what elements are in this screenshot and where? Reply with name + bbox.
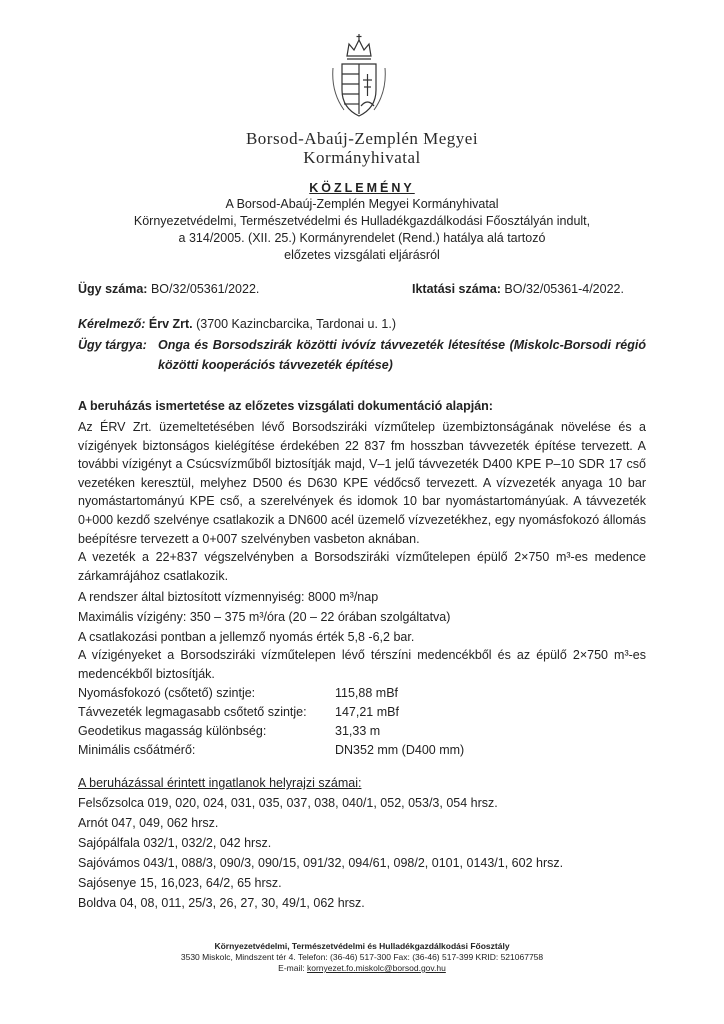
- spec-value: DN352 mm (D400 mm): [335, 743, 465, 757]
- registration-number-value: BO/32/05361-4/2022.: [500, 282, 624, 296]
- subject-line1: Onga és Borsodszirák közötti ivóvíz távvezeték létesítése (Miskolc-Borsodi régió: [158, 338, 646, 352]
- org-name-line1: Borsod-Abaúj-Zemplén Megyei: [245, 129, 479, 148]
- registration-number: [412, 281, 624, 298]
- case-number-value: BO/32/05361/2022.: [147, 282, 260, 296]
- footer-email-link[interactable]: kornyezet.fo.miskolc@borsod.gov.hu: [306, 963, 446, 973]
- parcel-item: Felsőzsolca 019, 020, 024, 031, 035, 037, 038, 040/1, 052, 053/3, 054 hrsz.: [78, 796, 498, 810]
- parcel-item: Sajósenye 15, 16,023, 64/2, 65 hrsz.: [78, 876, 282, 890]
- applicant: [78, 316, 396, 333]
- parcel-item: Arnót 047, 049, 062 hrsz.: [78, 816, 219, 830]
- subject: [78, 337, 646, 354]
- max-demand-line: Maximális vízigény: 350 – 375 m³/óra (20 – 22 órában szolgáltatva): [78, 610, 451, 624]
- spec-label: Távvezeték legmagasabb csőtető szintje:: [78, 705, 307, 719]
- case-number-label: Ügy száma:: [78, 282, 148, 296]
- registration-number-label: Iktatási száma:: [412, 282, 501, 296]
- parcel-item: Sajóvámos 043/1, 088/3, 090/3, 090/15, 091/32, 094/61, 098/2, 0101, 0143/1, 602 hrsz.: [78, 856, 564, 870]
- org-name-line2: Kormányhivatal: [303, 148, 421, 167]
- announcement-title: KÖZLEMÉNY: [309, 181, 415, 195]
- subject-line2: közötti kooperációs távvezeték építése): [158, 358, 393, 372]
- applicant-label: Kérelmező:: [78, 317, 146, 331]
- footer-contact: 3530 Miskolc, Mindszent tér 4. Telefon: (36-46) 517-300 Fax: (36-46) 517-399 KRID: 521067758: [180, 952, 544, 962]
- announcement-line: A Borsod-Abaúj-Zemplén Megyei Kormányhivatal: [225, 197, 499, 211]
- parcel-item: Sajópálfala 032/1, 032/2, 042 hrsz.: [78, 836, 272, 850]
- footer-email-line: [0, 963, 724, 974]
- coat-of-arms-icon: [330, 34, 388, 120]
- case-number: [78, 281, 259, 298]
- spec-value: 147,21 mBf: [335, 705, 399, 719]
- footer-department: Környezetvédelmi, Természetvédelmi és Hulladékgazdálkodási Főosztály: [214, 941, 510, 951]
- parcels-heading: A beruházással érintett ingatlanok helyrajzi számai:: [78, 776, 362, 790]
- description-paragraph: Az ÉRV Zrt. üzemeltetésében lévő Borsodsziráki vízműtelep üzembiztonságának növelése és a vízigények biztonságos kielégítése érdekében 22 837 fm hosszban távvezeték építése tervezett. A további vízigényt a Csúcsvízműből biztosítják majd, V–1 jelű távvezeték D400 KPE P–10 SDR 17 cső vezetéken keresztül, melyhez D500 és D630 KPE védőcső tervezett. A vízvezeték anyaga 10 bar nyomástartományú KPE cső, a szerelvények és idomok 10 bar nyomástartományúak. A távvezeték 0+000 kezdő szelvénye csatlakozik a DN600 acél üzemelő vízvezetékhez, egy nyomásfokozó állomás beépítésre tervezett a 0+007 szelvényben vasbeton aknában.: [78, 420, 646, 546]
- description-paragraph: A vezeték a 22+837 végszelvényben a Borsodsziráki vízműtelepen épülő 2×750 m³-es medence zárkamrájához csatlakozik.: [78, 550, 646, 583]
- capacity-line: A rendszer által biztosított vízmennyiség: 8000 m³/nap: [78, 590, 379, 604]
- applicant-name: Érv Zrt.: [145, 317, 193, 331]
- description-heading: A beruházás ismertetése az előzetes vizsgálati dokumentáció alapján:: [78, 399, 493, 413]
- footer-email-label: E-mail:: [278, 963, 307, 973]
- subject-label: Ügy tárgya:: [78, 338, 147, 352]
- pressure-line: A csatlakozási pontban a jellemző nyomás érték 5,8 -6,2 bar.: [78, 630, 415, 644]
- spec-label: Nyomásfokozó (csőtető) szintje:: [78, 686, 256, 700]
- description-paragraph: A vízigényeket a Borsodsziráki vízműtelepen lévő térszíni medencékből és az épülő 2×750 m³-es medencékből biztosítják.: [78, 648, 646, 681]
- spec-label: Geodetikus magasság különbség:: [78, 724, 267, 738]
- spec-value: 115,88 mBf: [335, 686, 399, 700]
- spec-label: Minimális csőátmérő:: [78, 743, 196, 757]
- announcement-line: előzetes vizsgálati eljárásról: [284, 248, 440, 262]
- applicant-address: (3700 Kazincbarcika, Tardonai u. 1.): [192, 317, 396, 331]
- spec-value: 31,33 m: [335, 724, 381, 738]
- announcement-line: a 314/2005. (XII. 25.) Kormányrendelet (Rend.) hatálya alá tartozó: [178, 231, 546, 245]
- announcement-line: Környezetvédelmi, Természetvédelmi és Hulladékgazdálkodási Főosztályán indult,: [133, 214, 591, 228]
- parcel-item: Boldva 04, 08, 011, 25/3, 26, 27, 30, 49/1, 062 hrsz.: [78, 896, 365, 910]
